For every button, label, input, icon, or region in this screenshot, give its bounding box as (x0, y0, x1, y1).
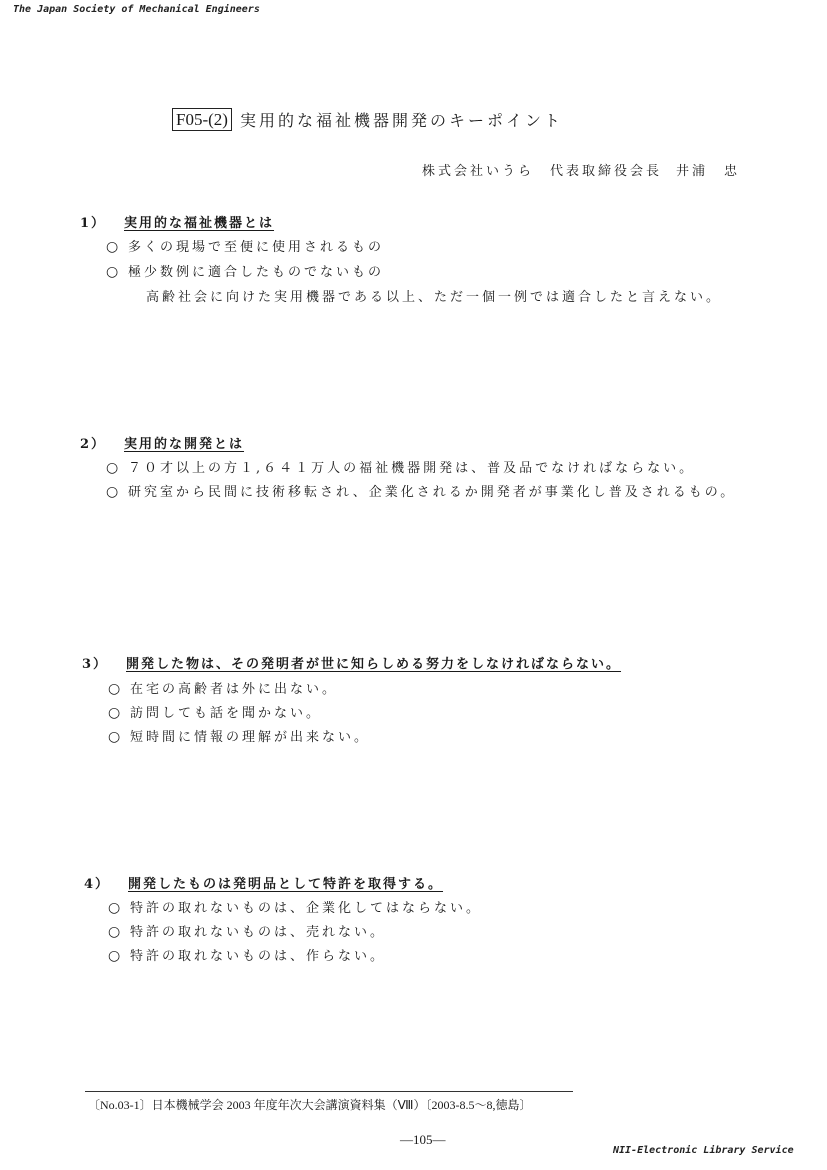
section-heading-1 (80, 212, 274, 231)
session-code: F05-(2) (172, 108, 232, 131)
item-text: 在宅の高齢者は外に出ない。 (130, 682, 339, 697)
list-item (106, 261, 384, 280)
item-text: 極少数例に適合したものでないもの (128, 265, 385, 280)
section-title: 開発したものは発明品として特許を取得する。 (128, 877, 444, 892)
page-number: ―105― (400, 1132, 446, 1147)
footer-citation: 〔No.03-1〕日本機械学会 2003 年度年次大会講演資料集（Ⅷ）〔2003-8.5～8,徳島〕 (88, 1098, 532, 1112)
list-item (108, 726, 370, 745)
list-item (108, 678, 338, 697)
section-number: 2） (80, 437, 107, 452)
section-heading-3 (82, 653, 621, 672)
list-item (108, 702, 322, 721)
bullet-circle-icon: ○ (108, 924, 124, 940)
bullet-circle-icon: ○ (106, 239, 122, 255)
section-title: 実用的な開発とは (124, 437, 245, 452)
sub-note: 高齢社会に向けた実用機器である以上、ただ一個一例では適合したと言えない。 (146, 290, 723, 305)
item-text: 多くの現場で至便に使用されるもの (128, 240, 385, 255)
list-item (106, 457, 695, 476)
title-text: 実用的な福祉機器開発のキーポイント (239, 111, 563, 130)
list-item (108, 897, 482, 916)
author-name: 井浦 忠 (676, 164, 741, 179)
section-number: 1） (80, 216, 107, 231)
list-item (106, 481, 736, 500)
item-text: 特許の取れないものは、企業化してはならない。 (130, 901, 483, 916)
section-number: 3） (82, 657, 109, 672)
bullet-circle-icon: ○ (108, 900, 124, 916)
society-header: The Japan Society of Mechanical Engineers (13, 4, 260, 15)
footer-divider (85, 1091, 573, 1092)
list-item (108, 921, 386, 940)
author-affiliation: 株式会社いうら 代表取締役会長 (422, 164, 663, 179)
bullet-circle-icon: ○ (108, 729, 124, 745)
bullet-circle-icon: ○ (108, 705, 124, 721)
bullet-circle-icon: ○ (108, 681, 124, 697)
bullet-circle-icon: ○ (106, 460, 122, 476)
item-text: ７０才以上の方１,６４１万人の福祉機器開発は、普及品でなければならない。 (128, 461, 696, 476)
section-number: 4） (84, 877, 111, 892)
item-text: 特許の取れないものは、作らない。 (130, 949, 387, 964)
section-title: 実用的な福祉機器とは (124, 216, 275, 231)
section-title: 開発した物は、その発明者が世に知らしめる努力をしなければならない。 (126, 657, 622, 672)
paper-title (172, 108, 563, 131)
bullet-circle-icon: ○ (106, 484, 122, 500)
item-text: 研究室から民間に技術移転され、企業化されるか開発者が事業化し普及されるもの。 (128, 485, 737, 500)
list-item (108, 945, 386, 964)
section-heading-4 (84, 873, 443, 892)
section-heading-2 (80, 433, 244, 452)
item-text: 短時間に情報の理解が出来ない。 (130, 730, 371, 745)
library-service-label: NII-Electronic Library Service (613, 1145, 794, 1156)
author-line (422, 160, 740, 179)
list-item (106, 236, 384, 255)
item-text: 訪問しても話を聞かない。 (130, 706, 323, 721)
bullet-circle-icon: ○ (106, 264, 122, 280)
bullet-circle-icon: ○ (108, 948, 124, 964)
item-text: 特許の取れないものは、売れない。 (130, 925, 387, 940)
